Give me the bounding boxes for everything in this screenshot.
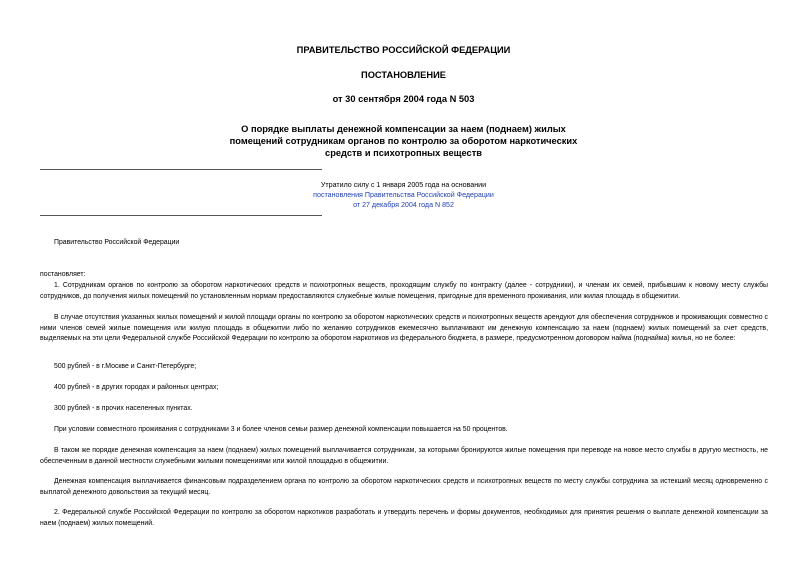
repeal-note bbox=[0, 180, 807, 210]
divider-top bbox=[40, 169, 322, 170]
decides-line: постановляет: bbox=[40, 271, 86, 278]
paragraph-1: 1. Сотрудникам органов по контролю за оборотом наркотических средств и психотропных веществ, проходящим службу по контракту (далее - сотрудники), и членам их семей, прибывшим к новому месту службы сотрудников, до получения жилых помещений по установленным нормам предоставляются служебные жилые помещения, пригодные для временного проживания, или жилая площадь в общежитии. bbox=[40, 282, 768, 300]
title-line: помещений сотрудникам органов по контролю за оборотом наркотических bbox=[229, 136, 578, 146]
rate-moscow-spb: 500 рублей - в г.Москве и Санкт-Петербурге; bbox=[54, 363, 197, 370]
document-type: ПОСТАНОВЛЕНИЕ bbox=[361, 70, 446, 80]
document-date-number: от 30 сентября 2004 года N 503 bbox=[332, 94, 475, 104]
repeal-decree-link[interactable]: постановления Правительства Российской Федерации bbox=[313, 191, 494, 199]
paragraph-2: В случае отсутствия указанных жилых помещений и жилой площади органы по контролю за оборотом наркотических средств и психотропных веществ арендуют для обеспечения сотрудников и проживающих совместно с ними членов семей жилые помещения или жилую площадь в общежитии либо по желанию сотрудников ежемесячно выплачивают им денежную компенсацию за наем (поднаем) жилых помещений за счет средств, выделяемых на эти цели Федеральной службе Российской Федерации по контролю за оборотом наркотиков из федерального бюджета, в размере, предусмотренном договором найма (поднайма) жилья, но не более: bbox=[40, 314, 768, 342]
title-line: О порядке выплаты денежной компенсации за наем (поднаем) жилых bbox=[241, 124, 566, 134]
rate-other-cities: 400 рублей - в других городах и районных центрах; bbox=[54, 384, 219, 391]
repeal-note-text: Утратило силу с 1 января 2005 года на основании bbox=[320, 181, 487, 189]
paragraph-payment: Денежная компенсация выплачивается финансовым подразделением органа по контролю за оборотом наркотических средств и психотропных веществ по месту службы сотрудника за истекший месяц одновременно с выплатой денежного довольствия за текущий месяц. bbox=[40, 478, 768, 496]
paragraph-family-increase: При условии совместного проживания с сотрудниками 3 и более членов семьи размер денежной компенсации повышается на 50 процентов. bbox=[54, 426, 508, 433]
issuer-line: Правительство Российской Федерации bbox=[54, 239, 180, 246]
title-line: средств и психотропных веществ bbox=[325, 148, 482, 158]
paragraph-reservation: В таком же порядке денежная компенсация за наем (поднаем) жилых помещений выплачивается сотрудникам, за которыми бронируются жилые помещения при переводе на новое место службы в другую местность, не обеспеченным в данной местности служебными жилыми помещениями или жилой площадью в общежитии. bbox=[40, 447, 768, 465]
divider-bottom bbox=[40, 215, 322, 216]
paragraph-2-documents: 2. Федеральной службе Российской Федерации по контролю за оборотом наркотиков разработать и утвердить перечень и формы документов, необходимых для принятия решения о выплате денежной компенсации за наем (поднаем) жилых помещений. bbox=[40, 509, 768, 527]
document-title bbox=[200, 123, 607, 159]
rate-other-settlements: 300 рублей - в прочих населенных пунктах. bbox=[54, 405, 193, 412]
government-heading: ПРАВИТЕЛЬСТВО РОССИЙСКОЙ ФЕДЕРАЦИИ bbox=[296, 45, 511, 55]
repeal-decree-link-date[interactable]: от 27 декабря 2004 года N 852 bbox=[353, 201, 454, 209]
